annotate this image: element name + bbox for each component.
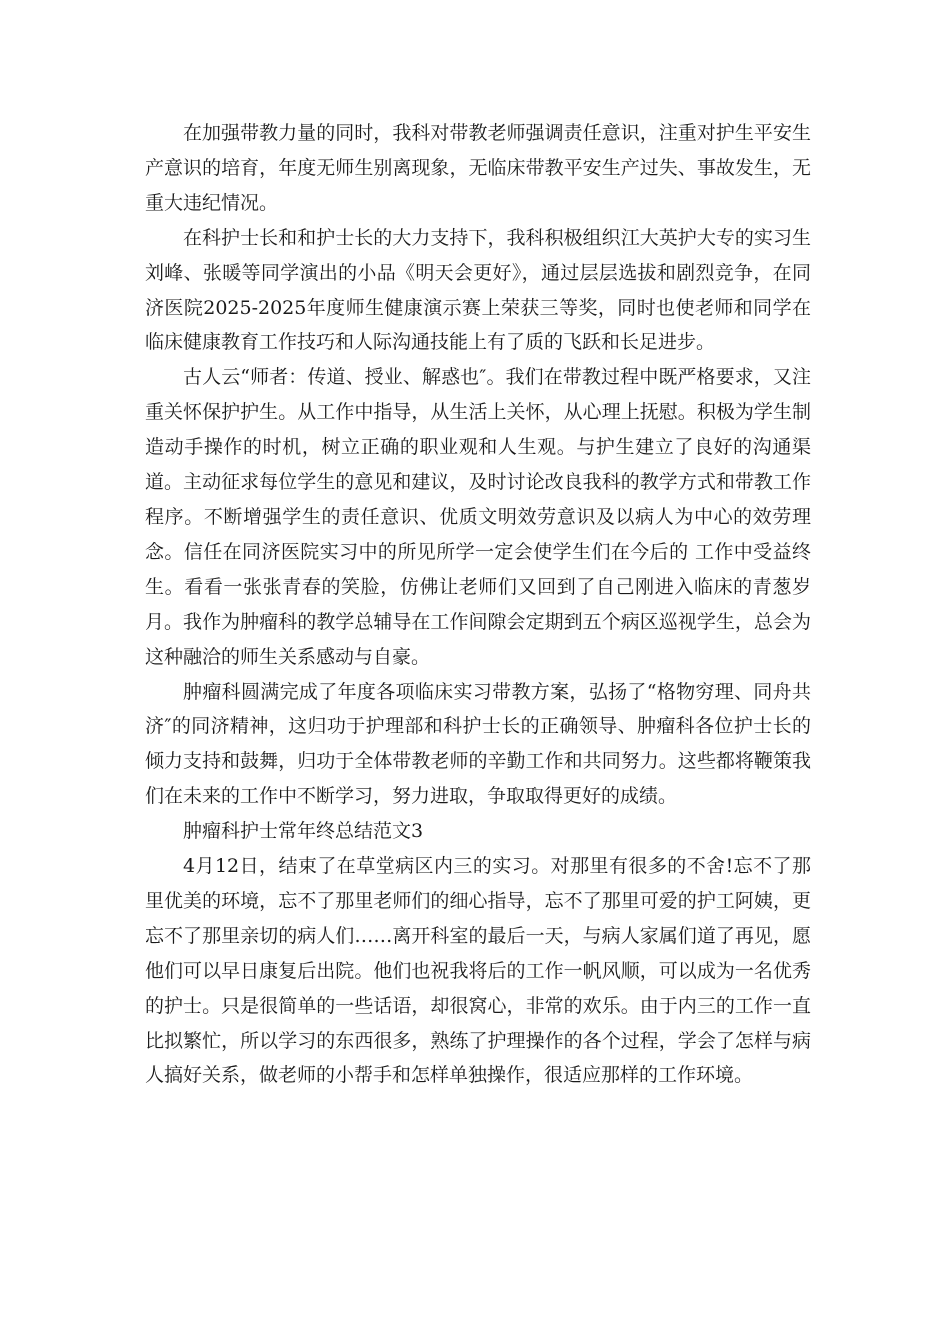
paragraph-annual-plan: 肿瘤科圆满完成了年度各项临床实习带教方案，弘扬了“格物穷理、同舟共济″的同济精神，这归功于护理部和科护士长的正确领导、肿瘤科各位护士长的倾力支持和鼓舞，归功于全体带教老师的辛勤工作和共同努力。这些都将鞭策我们在未来的工作中不断学习，努力进取，争取取得更好的成绩。 [145,680,811,808]
paragraph-responsibility: 在加强带教力量的同时，我科对带教老师强调责任意识，注重对护生平安生产意识的培育，年度无师生别离现象，无临床带教平安生产过失、事故发生，无重大违纪情况。 [145,122,811,214]
section-heading: 肿瘤科护士常年终总结范文3 [183,820,424,843]
paragraph-internship-end: 4月12日，结束了在草堂病区内三的实习。对那里有很多的不舍!忘不了那里优美的环境，忘不了那里老师们的细心指导，忘不了那里可爱的护工阿姨，更忘不了那里亲切的病人们……离开科室的最后一天，与病人家属们道了再见，愿他们可以早日康复后出院。他们也祝我将后的工作一帆风顺，可以成为一名优秀的护士。只是很简单的一些话语，却很窝心，非常的欢乐。由于内三的工作一直比拟繁忙，所以学习的东西很多，熟练了护理操作的各个过程，学会了怎样与病人搞好关系，做老师的小帮手和怎样单独操作，很适应那样的工作环境。 [145,855,811,1087]
paragraph-teaching-care: 古人云“师者：传道、授业、解惑也″。我们在带教过程中既严格要求，又注重关怀保护护生。从工作中指导，从生活上关怀，从心理上抚慰。积极为学生制造动手操作的时机，树立正确的职业观和人生观。与护生建立了良好的沟通渠道。主动征求每位学生的意见和建议，及时讨论改良我科的教学方式和带教工作程序。不断增强学生的责任意识、优质文明效劳意识及以病人为中心的效劳理念。信任在同济医院实习中的所见所学一定会使学生们在今后的 工作中受益终生。看看一张张青春的笑脸，仿佛让老师们又回到了自己刚进入临床的青葱岁月。我作为肿瘤科的教学总辅导在工作间隙会定期到五个病区巡视学生，总会为这种融洽的师生关系感动与自豪。 [145,366,811,668]
paragraph-performance-award: 在科护士长和和护士长的大力支持下，我科积极组织江大英护大专的实习生刘峰、张暖等同学演出的小品《明天会更好》，通过层层选拔和剧烈竞争，在同济医院2025-2025年度师生健康演示赛上荣获三等奖，同时也使老师和同学在临床健康教育工作技巧和人际沟通技能上有了质的飞跃和长足进步。 [145,226,811,354]
document-body [145,116,811,1093]
